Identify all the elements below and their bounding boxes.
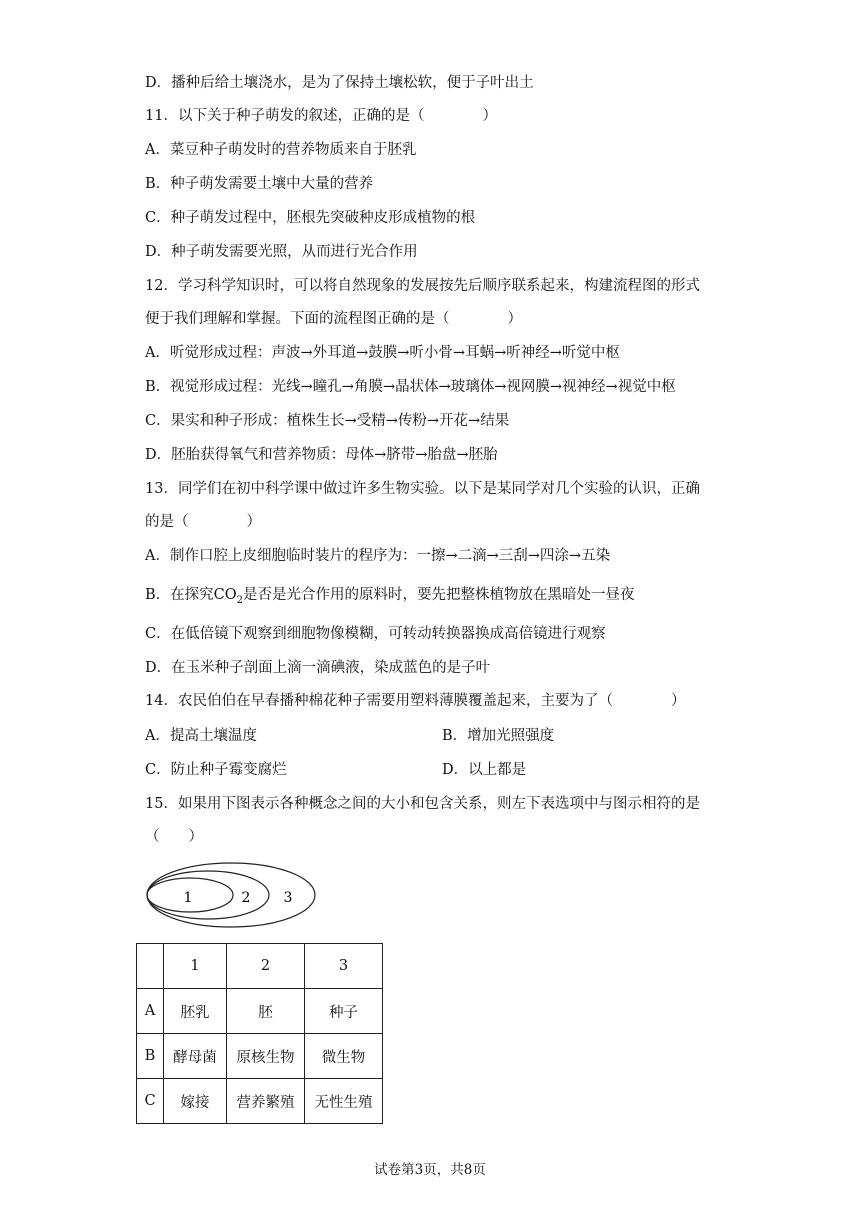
q15-stem-line2: （ ）	[145, 829, 203, 845]
concept-inclusion-diagram	[145, 860, 325, 930]
table-header-cell	[137, 944, 164, 989]
table-cell: 微生物	[305, 1034, 383, 1079]
table-cell: A	[137, 989, 164, 1034]
table-cell: 无性生殖	[305, 1079, 383, 1124]
table-cell: 种子	[305, 989, 383, 1034]
table-cell: 胚乳	[164, 989, 227, 1034]
table-header-cell: 2	[227, 944, 305, 989]
q13-option-b-sub: 2	[236, 594, 244, 606]
q13-option-b	[145, 585, 635, 611]
q11-option-d: D．种子萌发需要光照，从而进行光合作用	[145, 244, 418, 260]
q12-stem-line2: 便于我们理解和掌握。下面的流程图正确的是（ ）	[145, 311, 522, 327]
diagram-label-2: 2	[241, 890, 251, 906]
q13-stem-line1: 13．同学们在初中科学课中做过许多生物实验。以下是某同学对几个实验的认识，正确	[145, 481, 700, 497]
table-cell: C	[137, 1079, 164, 1124]
concept-table	[136, 943, 383, 1124]
q14-option-a: A．提高土壤温度	[145, 728, 257, 744]
q12-option-a: A．听觉形成过程：声波→外耳道→鼓膜→听小骨→耳蜗→听神经→听觉中枢	[145, 345, 620, 361]
diagram-label-1: 1	[183, 890, 193, 906]
table-cell: 酵母菌	[164, 1034, 227, 1079]
q11-stem: 11．以下关于种子萌发的叙述，正确的是（ ）	[145, 108, 497, 124]
table-row	[137, 1079, 383, 1124]
q14-option-c: C．防止种子霉变腐烂	[145, 762, 287, 778]
q13-option-c: C．在低倍镜下观察到细胞物像模糊，可转动转换器换成高倍镜进行观察	[145, 626, 606, 642]
table-row	[137, 1034, 383, 1079]
q10-option-d: D．播种后给土壤浇水，是为了保持土壤松软，便于子叶出土	[145, 75, 534, 91]
q11-option-a: A．菜豆种子萌发时的营养物质来自于胚乳	[145, 142, 417, 158]
q12-option-c: C．果实和种子形成：植株生长→受精→传粉→开花→结果	[145, 413, 510, 429]
q13-option-b-pre: B．在探究CO	[145, 587, 237, 603]
q14-stem: 14．农民伯伯在早春播种棉花种子需要用塑料薄膜覆盖起来，主要为了（ ）	[145, 693, 686, 709]
q13-option-b-post: 是否是光合作用的原料时，要先把整株植物放在黑暗处一昼夜	[243, 587, 635, 603]
table-cell: B	[137, 1034, 164, 1079]
table-header-row	[137, 944, 383, 989]
diagram-label-3: 3	[283, 890, 293, 906]
table-cell: 嫁接	[164, 1079, 227, 1124]
q12-stem-line1: 12．学习科学知识时，可以将自然现象的发展按先后顺序联系起来，构建流程图的形式	[145, 278, 700, 294]
ellipse-2	[147, 871, 269, 919]
q11-option-b: B．种子萌发需要土壤中大量的营养	[145, 176, 374, 192]
page-footer: 试卷第3页，共8页	[374, 1162, 486, 1178]
table-cell: 原核生物	[227, 1034, 305, 1079]
table-header-cell: 1	[164, 944, 227, 989]
q11-option-c: C．种子萌发过程中，胚根先突破种皮形成植物的根	[145, 210, 476, 226]
q15-stem-line1: 15．如果用下图表示各种概念之间的大小和包含关系，则左下表选项中与图示相符的是	[145, 796, 700, 812]
q13-option-a: A．制作口腔上皮细胞临时装片的程序为：一擦→二滴→三刮→四涂→五染	[145, 548, 611, 564]
q12-option-d: D．胚胎获得氧气和营养物质：母体→脐带→胎盘→胚胎	[145, 447, 498, 463]
table-cell: 胚	[227, 989, 305, 1034]
q13-option-d: D．在玉米种子剖面上滴一滴碘液，染成蓝色的是子叶	[145, 660, 491, 676]
q14-option-d: D．以上都是	[442, 762, 527, 778]
table-cell: 营养繁殖	[227, 1079, 305, 1124]
q14-option-b: B．增加光照强度	[442, 728, 555, 744]
q13-stem-line2: 的是（ ）	[145, 514, 261, 530]
table-row	[137, 989, 383, 1034]
q12-option-b: B．视觉形成过程：光线→瞳孔→角膜→晶状体→玻璃体→视网膜→视神经→视觉中枢	[145, 379, 676, 395]
table-header-cell: 3	[305, 944, 383, 989]
